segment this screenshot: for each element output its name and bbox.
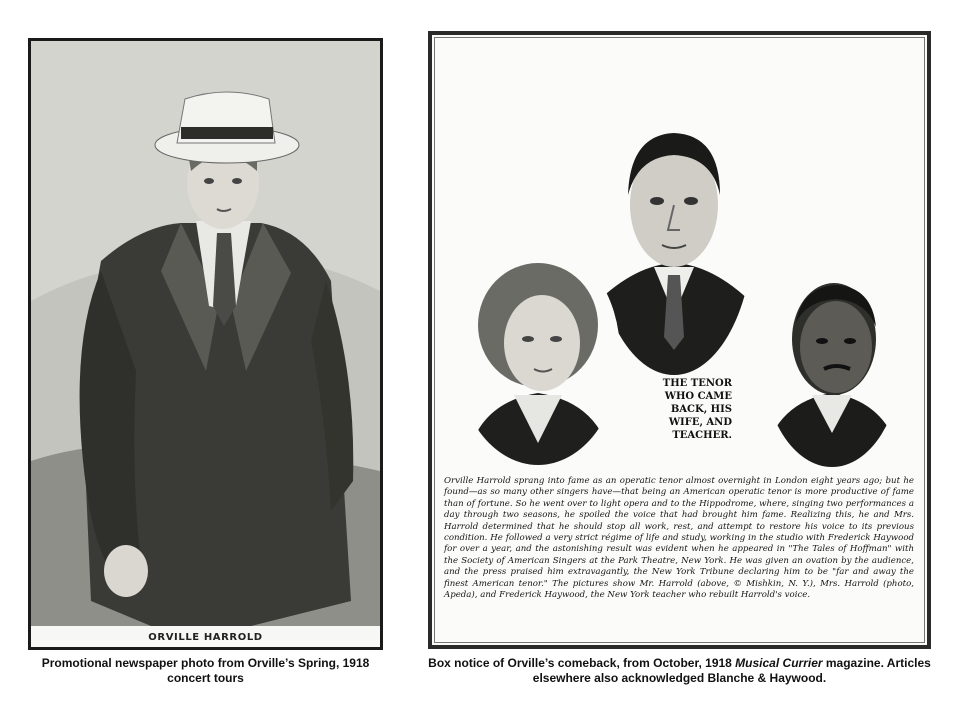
right-caption-text-end: magazine. Articles elsewhere also acknowledged Blanche & Haywood. [532,656,931,685]
right-caption-text: Box notice of Orville’s comeback, from October, 1918 [428,656,736,670]
caption-line: BACK, HIS [670,404,732,415]
right-magazine-clipping [428,31,931,649]
left-figure-caption: Promotional newspaper photo from Orville’s Spring, 1918 concert tours [41,656,370,685]
portrait-illustration [31,41,380,626]
photo-caption-box [637,377,732,442]
caption-line: TEACHER. [672,430,732,441]
orville-harrold-portrait-photo [31,41,380,626]
left-newspaper-clipping [28,38,383,650]
caption-line: THE TENOR [662,378,732,389]
photo-label: ORVILLE HARROLD [148,632,263,643]
caption-line: WIFE, AND [668,417,732,428]
right-figure-caption [428,656,931,686]
wife-portrait-oval [456,243,620,465]
article-body-text: Orville Harrold sprang into fame as an operatic tenor almost overnight in London eight years ago; but he found—as so many other singers have—that being an American operatic tenor is more productive of fame than of fortune. So he went over to light opera and to the Hippodrome, where, singing two performances a day through two seasons, he spoiled the voice that had brought him fame. Realizing this, he and Mrs. Harrold determined that he should stop all work, rest, and attempt to restore his voice to its previous condition. He followed a very strict régime of life and study, working in the studio with Frederick Haywood for over a year, and the astonishing result was evident when he appeared in "The Tales of Hoffman" with the Society of American Singers at the Park Theatre, New York. He was given an ovation by the audience, and the press praised him extravagantly, the New York Tribune declaring him to be "far and away the finest American tenor." The pictures show Mr. Harrold (above, © Mishkin, N. Y.), Mrs. Harrold (photo, Apeda), and Frederick Haywood, the New York teacher who rebuilt Harrold's voice. [444,476,914,601]
magazine-title: Musical Currier [735,656,823,670]
caption-line: WHO CAME [664,391,732,402]
teacher-portrait-oval [762,243,902,467]
